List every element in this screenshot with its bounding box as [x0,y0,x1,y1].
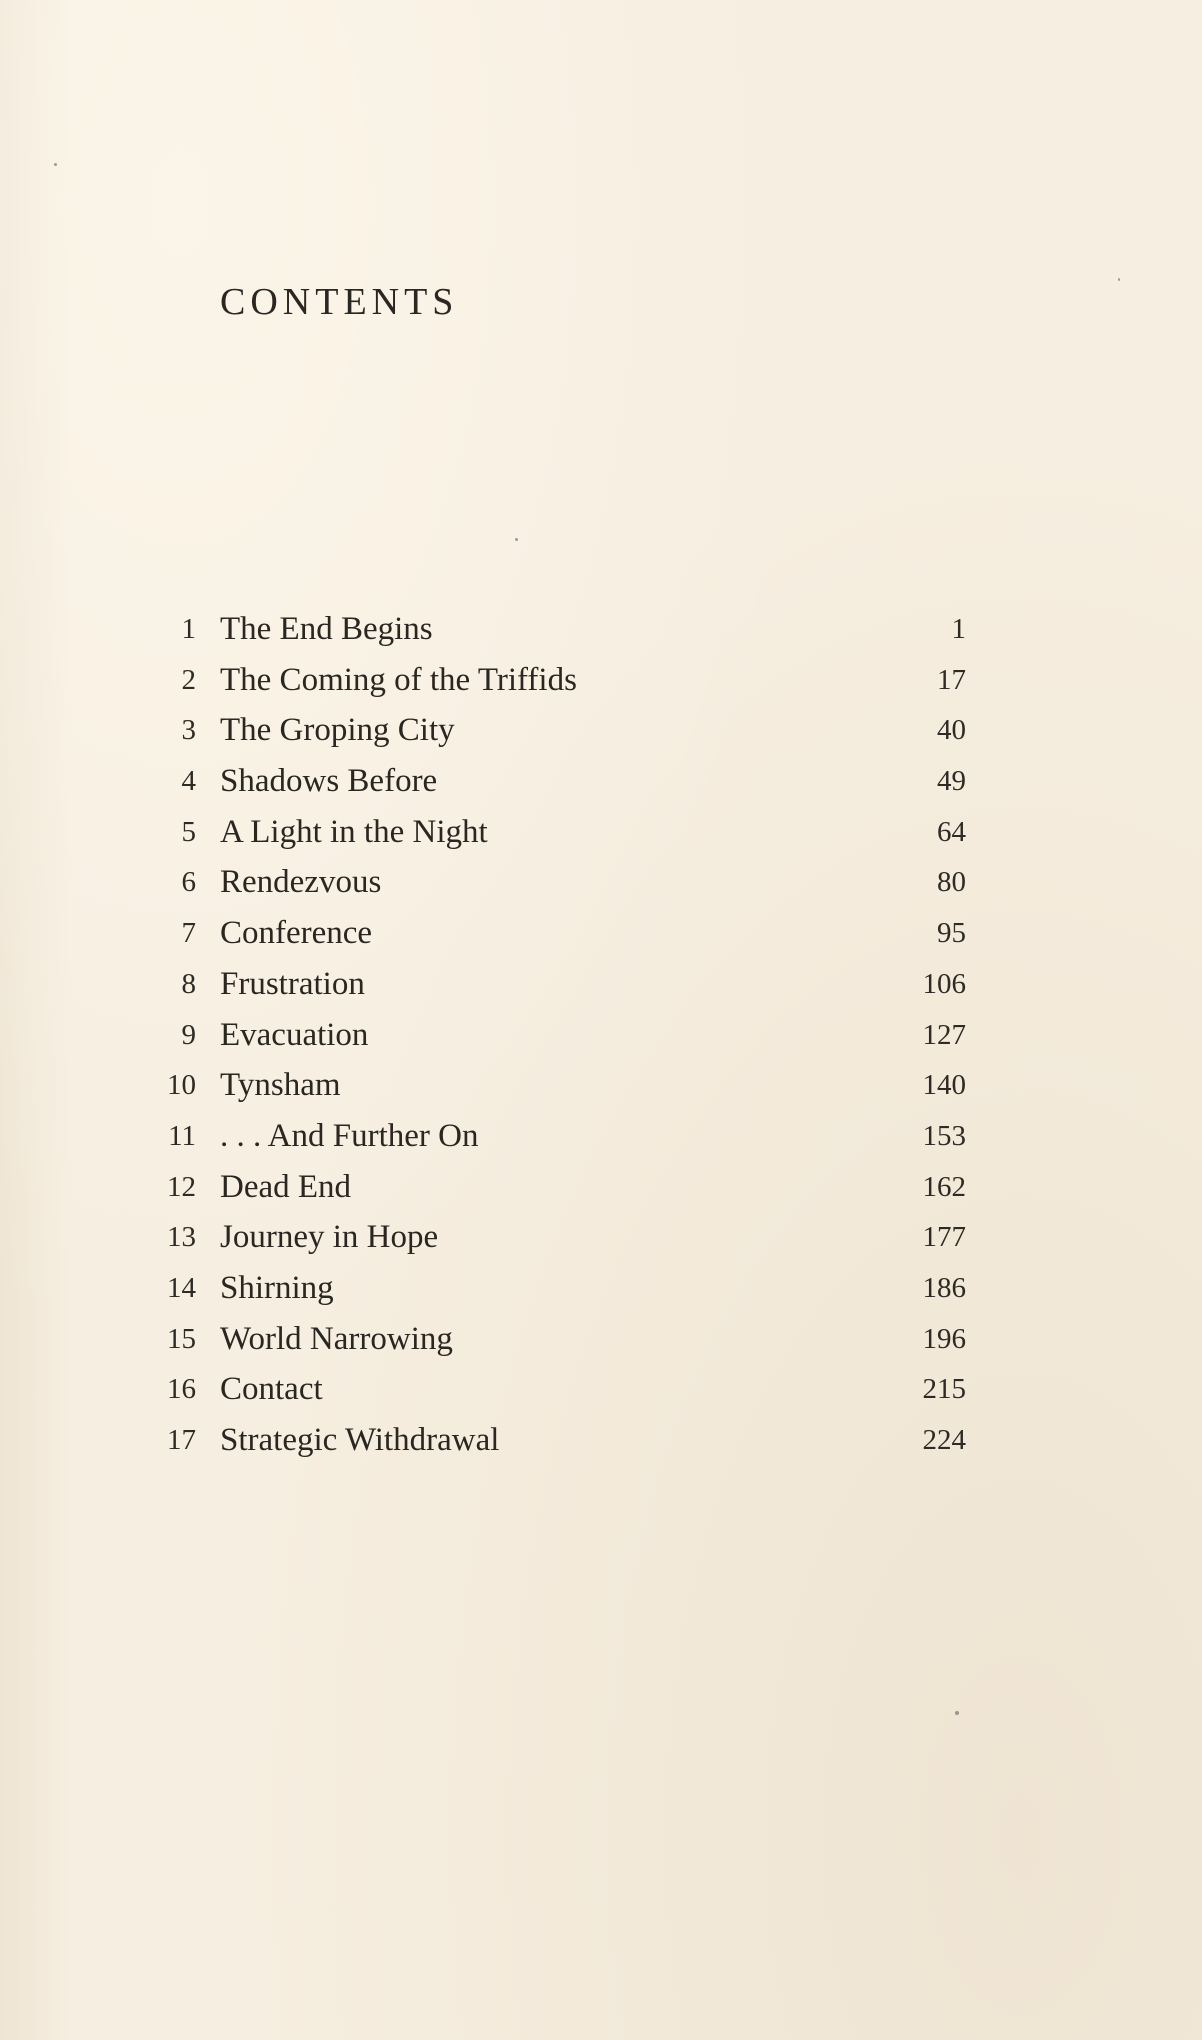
page-number: 196 [922,1322,966,1355]
toc-entry [140,1212,972,1263]
chapter-title: Tynsham [220,1067,341,1104]
page-number: 106 [922,967,966,1000]
toc-entry [140,1314,972,1365]
toc-entry [140,1010,972,1061]
page-number: 177 [922,1221,966,1254]
paper-speck [54,163,57,166]
chapter-title: World Narrowing [220,1320,453,1357]
chapter-number: 13 [167,1221,196,1254]
toc-entry [140,857,972,908]
chapter-number: 6 [181,866,196,899]
paper-speck [515,538,518,541]
page-number: 140 [922,1069,966,1102]
table-of-contents [140,604,972,1466]
page-number: 64 [937,815,966,848]
page-number: 162 [922,1170,966,1203]
chapter-number: 15 [167,1322,196,1355]
chapter-title: The Groping City [220,712,455,749]
page-number: 95 [937,917,966,950]
toc-entry [140,1060,972,1111]
page-number: 153 [922,1119,966,1152]
chapter-title: A Light in the Night [220,813,488,850]
chapter-number: 2 [181,663,196,696]
chapter-title: Contact [220,1371,323,1408]
chapter-number: 14 [167,1271,196,1304]
chapter-number: 17 [167,1424,196,1456]
page-number: 1 [951,613,966,645]
chapter-title: . . . And Further On [220,1117,479,1154]
contents-heading: CONTENTS [220,281,459,323]
page-number: 49 [937,765,966,798]
chapter-title: Strategic Withdrawal [220,1422,500,1458]
toc-entry [140,807,972,858]
page-number: 186 [922,1271,966,1304]
chapter-title: The End Begins [220,611,433,647]
toc-entry [140,1111,972,1162]
chapter-number: 7 [181,917,196,950]
page-number: 127 [922,1018,966,1051]
chapter-title: Evacuation [220,1016,369,1053]
toc-entry [140,655,972,706]
chapter-title: Shadows Before [220,763,438,800]
toc-entry [140,1263,972,1314]
chapter-title: Rendezvous [220,864,382,901]
page-number: 17 [937,663,966,696]
toc-entry [140,908,972,959]
toc-entry [140,705,972,756]
chapter-title: Dead End [220,1168,352,1205]
chapter-title: Shirning [220,1269,334,1306]
chapter-title: Frustration [220,965,365,1002]
chapter-number: 11 [168,1119,196,1152]
chapter-title: Journey in Hope [220,1219,439,1256]
toc-entry [140,604,972,655]
chapter-number: 8 [181,967,196,1000]
page-number: 215 [922,1373,966,1406]
page-number: 80 [937,866,966,899]
chapter-number: 16 [167,1373,196,1406]
toc-entry [140,1162,972,1213]
chapter-number: 5 [181,815,196,848]
chapter-number: 12 [167,1170,196,1203]
chapter-number: 1 [181,613,196,645]
chapter-number: 4 [181,765,196,798]
chapter-number: 3 [181,714,196,747]
toc-entry [140,1364,972,1415]
toc-entry [140,1415,972,1466]
chapter-title: Conference [220,915,373,952]
paper-speck [1118,278,1120,281]
chapter-number: 10 [167,1069,196,1102]
chapter-number: 9 [181,1018,196,1051]
toc-entry [140,756,972,807]
page-number: 40 [937,714,966,747]
paper-speck [955,1711,959,1715]
chapter-title: The Coming of the Triffids [220,661,577,698]
page-number: 224 [922,1424,966,1456]
toc-entry [140,959,972,1010]
